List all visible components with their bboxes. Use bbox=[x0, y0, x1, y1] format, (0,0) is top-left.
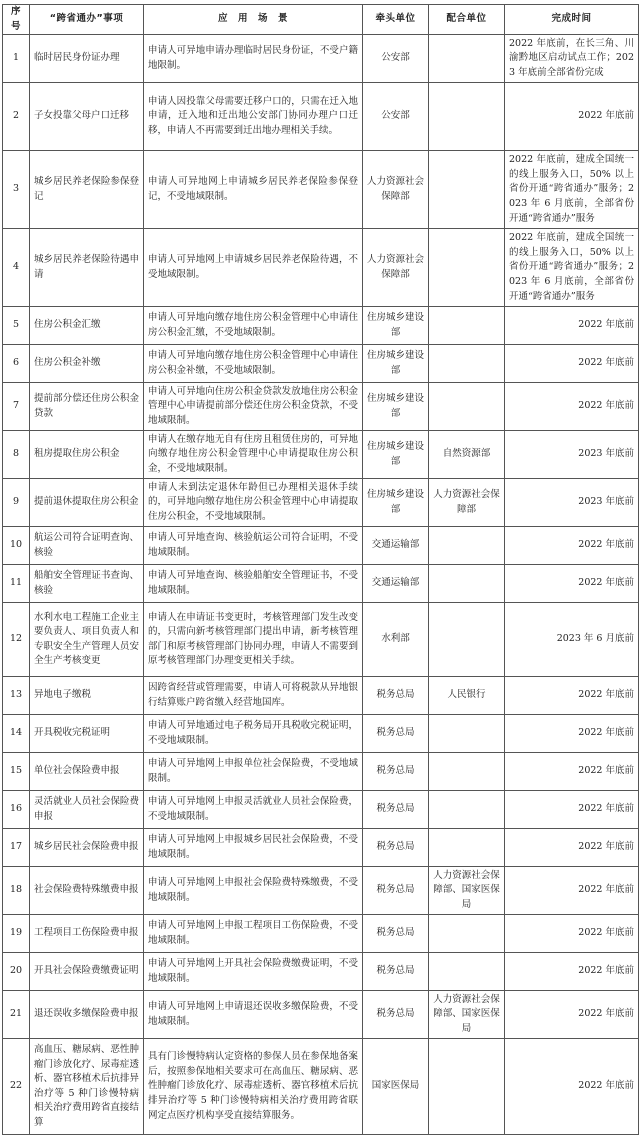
cell-scene: 申请人可异地网上申请城乡居民养老保险参保登记，不受地域限制。 bbox=[144, 151, 363, 229]
header-no: 序号 bbox=[3, 5, 30, 35]
cell-lead-unit: 交通运输部 bbox=[363, 527, 429, 565]
cell-deadline: 2022 年底前 bbox=[505, 1039, 639, 1135]
cell-scene: 申请人可异地网上申报灵活就业人员社会保险费，不受地域限制。 bbox=[144, 791, 363, 829]
table-row bbox=[3, 677, 639, 715]
cell-item: 提前退休提取住房公积金 bbox=[30, 479, 144, 527]
cell-lead-unit: 住房城乡建设部 bbox=[363, 383, 429, 431]
cell-item: 开具社会保险费缴费证明 bbox=[30, 953, 144, 991]
cell-coop-unit bbox=[429, 527, 505, 565]
table-row bbox=[3, 345, 639, 383]
table-body bbox=[3, 35, 639, 1135]
cell-scene: 申请人可异地向缴存地住房公积金管理中心申请住房公积金汇缴，不受地域限制。 bbox=[144, 307, 363, 345]
cell-deadline: 2022 年底前，建成全国统一的线上服务入口，50% 以上省份开通“跨省通办”服务；2023 年 6 月底前，全部省份开通“跨省通办”服务 bbox=[505, 151, 639, 229]
cell-deadline: 2022 年底前 bbox=[505, 915, 639, 953]
cell-item: 住房公积金汇缴 bbox=[30, 307, 144, 345]
table-row bbox=[3, 307, 639, 345]
cell-no: 11 bbox=[3, 565, 30, 603]
cell-scene: 申请人因投靠父母需要迁移户口的，只需在迁入地申请，迁入地和迁出地公安部门协同办理户口迁移，申请人不再需要到迁出地办理相关手续。 bbox=[144, 83, 363, 151]
cell-no: 15 bbox=[3, 753, 30, 791]
cell-no: 16 bbox=[3, 791, 30, 829]
table-row bbox=[3, 83, 639, 151]
cell-no: 9 bbox=[3, 479, 30, 527]
table-row bbox=[3, 953, 639, 991]
table-row bbox=[3, 791, 639, 829]
cell-no: 1 bbox=[3, 35, 30, 83]
cell-deadline: 2023 年 6 月底前 bbox=[505, 603, 639, 677]
cell-item: 单位社会保险费申报 bbox=[30, 753, 144, 791]
cell-lead-unit: 住房城乡建设部 bbox=[363, 345, 429, 383]
cell-lead-unit: 交通运输部 bbox=[363, 565, 429, 603]
cell-coop-unit bbox=[429, 829, 505, 867]
cell-lead-unit: 水利部 bbox=[363, 603, 429, 677]
cell-lead-unit: 税务总局 bbox=[363, 867, 429, 915]
cell-scene: 申请人可异地通过电子税务局开具税收完税证明，不受地域限制。 bbox=[144, 715, 363, 753]
cell-item: 船舶安全管理证书查询、核验 bbox=[30, 565, 144, 603]
cell-item: 航运公司符合证明查询、核验 bbox=[30, 527, 144, 565]
cell-coop-unit: 自然资源部 bbox=[429, 431, 505, 479]
cell-scene: 申请人可异地网上申请退还误收多缴保险费，不受地域限制。 bbox=[144, 991, 363, 1039]
cell-coop-unit bbox=[429, 753, 505, 791]
table-row bbox=[3, 383, 639, 431]
cell-coop-unit bbox=[429, 603, 505, 677]
table-row bbox=[3, 431, 639, 479]
cell-deadline: 2022 年底前，在长三角、川渝黔地区启动试点工作；2023 年底前全部省份完成 bbox=[505, 35, 639, 83]
cell-coop-unit bbox=[429, 229, 505, 307]
cell-deadline: 2022 年底前 bbox=[505, 867, 639, 915]
cell-deadline: 2022 年底前 bbox=[505, 527, 639, 565]
cell-item: 城乡居民养老保险待遇申请 bbox=[30, 229, 144, 307]
cell-deadline: 2022 年底前 bbox=[505, 83, 639, 151]
cell-no: 18 bbox=[3, 867, 30, 915]
table-row bbox=[3, 867, 639, 915]
cell-deadline: 2022 年底前，建成全国统一的线上服务入口，50% 以上省份开通“跨省通办”服务；2023 年 6 月底前，全部省份开通“跨省通办”服务 bbox=[505, 229, 639, 307]
cell-lead-unit: 税务总局 bbox=[363, 829, 429, 867]
cell-no: 14 bbox=[3, 715, 30, 753]
cell-scene: 申请人在申请证书变更时，考核管理部门发生改变的，只需向新考核管理部门提出申请，新考核管理部门和原考核管理部门协同办理，申请人不需要到原考核管理部门办理变更相关手续。 bbox=[144, 603, 363, 677]
cell-coop-unit: 人力资源社会保障部 bbox=[429, 479, 505, 527]
cell-deadline: 2022 年底前 bbox=[505, 345, 639, 383]
table-header bbox=[3, 5, 639, 35]
cell-lead-unit: 税务总局 bbox=[363, 677, 429, 715]
header-item: “跨省通办”事项 bbox=[30, 5, 144, 35]
cell-deadline: 2022 年底前 bbox=[505, 991, 639, 1039]
cell-coop-unit bbox=[429, 953, 505, 991]
table-row bbox=[3, 35, 639, 83]
cell-deadline: 2023 年底前 bbox=[505, 431, 639, 479]
cell-scene: 具有门诊慢特病认定资格的参保人员在参保地备案后，按照参保地相关要求可在高血压、糖尿病、恶性肿瘤门诊放化疗、尿毒症透析、器官移植术后抗排异治疗等 5 种门诊慢特病相关治疗费用跨省联网定点医疗机构享受直接结算服务。 bbox=[144, 1039, 363, 1135]
cell-scene: 申请人可异地网上申报社会保险费特殊缴费，不受地域限制。 bbox=[144, 867, 363, 915]
cell-scene: 申请人可异地网上申报单位社会保险费，不受地域限制。 bbox=[144, 753, 363, 791]
cell-item: 退还误收多缴保险费申报 bbox=[30, 991, 144, 1039]
cell-no: 17 bbox=[3, 829, 30, 867]
cell-lead-unit: 税务总局 bbox=[363, 791, 429, 829]
header-scene: 应 用 场 景 bbox=[144, 5, 363, 35]
table-row bbox=[3, 715, 639, 753]
cell-coop-unit bbox=[429, 345, 505, 383]
cell-scene: 申请人可异地向住房公积金贷款发放地住房公积金管理中心申请提前部分偿还住房公积金贷款，不受地域限制。 bbox=[144, 383, 363, 431]
cell-scene: 申请人可异地网上开具社会保险费缴费证明，不受地域限制。 bbox=[144, 953, 363, 991]
cell-item: 住房公积金补缴 bbox=[30, 345, 144, 383]
cell-lead-unit: 税务总局 bbox=[363, 953, 429, 991]
cell-lead-unit: 人力资源社会保障部 bbox=[363, 229, 429, 307]
cell-lead-unit: 公安部 bbox=[363, 83, 429, 151]
cell-item: 提前部分偿还住房公积金贷款 bbox=[30, 383, 144, 431]
cell-item: 高血压、糖尿病、恶性肿瘤门诊放化疗、尿毒症透析、器官移植术后抗排异治疗等 5 种门诊慢特病相关治疗费用跨省直接结算 bbox=[30, 1039, 144, 1135]
cell-item: 开具税收完税证明 bbox=[30, 715, 144, 753]
cell-no: 20 bbox=[3, 953, 30, 991]
cell-scene: 申请人可异地网上申报城乡居民社会保险费，不受地域限制。 bbox=[144, 829, 363, 867]
cell-deadline: 2023 年底前 bbox=[505, 479, 639, 527]
table-row bbox=[3, 565, 639, 603]
cell-no: 10 bbox=[3, 527, 30, 565]
cell-item: 灵活就业人员社会保险费申报 bbox=[30, 791, 144, 829]
cell-coop-unit bbox=[429, 83, 505, 151]
cell-deadline: 2022 年底前 bbox=[505, 677, 639, 715]
cell-no: 13 bbox=[3, 677, 30, 715]
policy-table bbox=[2, 4, 639, 1135]
cell-coop-unit bbox=[429, 715, 505, 753]
cell-deadline: 2022 年底前 bbox=[505, 565, 639, 603]
cell-coop-unit bbox=[429, 915, 505, 953]
cell-lead-unit: 国家医保局 bbox=[363, 1039, 429, 1135]
cell-scene: 申请人可异地申请办理临时居民身份证，不受户籍地限制。 bbox=[144, 35, 363, 83]
cell-scene: 申请人可异地网上申请城乡居民养老保险待遇，不受地域限制。 bbox=[144, 229, 363, 307]
cell-no: 21 bbox=[3, 991, 30, 1039]
cell-lead-unit: 住房城乡建设部 bbox=[363, 479, 429, 527]
cell-scene: 申请人可异地查询、核验航运公司符合证明，不受地域限制。 bbox=[144, 527, 363, 565]
table-row bbox=[3, 991, 639, 1039]
table-row bbox=[3, 151, 639, 229]
cell-no: 22 bbox=[3, 1039, 30, 1135]
cell-coop-unit: 人民银行 bbox=[429, 677, 505, 715]
header-time: 完成时间 bbox=[505, 5, 639, 35]
table-row bbox=[3, 603, 639, 677]
table-row bbox=[3, 479, 639, 527]
cell-lead-unit: 人力资源社会保障部 bbox=[363, 151, 429, 229]
cell-deadline: 2022 年底前 bbox=[505, 953, 639, 991]
cell-deadline: 2022 年底前 bbox=[505, 307, 639, 345]
cell-lead-unit: 公安部 bbox=[363, 35, 429, 83]
cell-item: 水利水电工程施工企业主要负责人、项目负责人和专职安全生产管理人员安全生产考核变更 bbox=[30, 603, 144, 677]
cell-no: 12 bbox=[3, 603, 30, 677]
cell-deadline: 2022 年底前 bbox=[505, 753, 639, 791]
cell-item: 异地电子缴税 bbox=[30, 677, 144, 715]
cell-no: 19 bbox=[3, 915, 30, 953]
table-row bbox=[3, 753, 639, 791]
cell-scene: 申请人未到法定退休年龄但已办理相关退休手续的，可异地向缴存地住房公积金管理中心申请提取住房公积金，不受地域限制。 bbox=[144, 479, 363, 527]
cell-scene: 申请人可异地查询、核验船舶安全管理证书，不受地域限制。 bbox=[144, 565, 363, 603]
cell-coop-unit bbox=[429, 565, 505, 603]
cell-item: 城乡居民养老保险参保登记 bbox=[30, 151, 144, 229]
cell-item: 社会保险费特殊缴费申报 bbox=[30, 867, 144, 915]
cell-coop-unit bbox=[429, 1039, 505, 1135]
cell-coop-unit bbox=[429, 383, 505, 431]
table-row bbox=[3, 829, 639, 867]
table-row bbox=[3, 527, 639, 565]
cell-item: 临时居民身份证办理 bbox=[30, 35, 144, 83]
cell-lead-unit: 税务总局 bbox=[363, 991, 429, 1039]
table-row bbox=[3, 1039, 639, 1135]
cell-item: 子女投靠父母户口迁移 bbox=[30, 83, 144, 151]
cell-item: 工程项目工伤保险费申报 bbox=[30, 915, 144, 953]
cell-lead-unit: 住房城乡建设部 bbox=[363, 431, 429, 479]
cell-item: 城乡居民社会保险费申报 bbox=[30, 829, 144, 867]
cell-deadline: 2022 年底前 bbox=[505, 829, 639, 867]
cell-scene: 申请人可异地网上申报工程项目工伤保险费，不受地域限制。 bbox=[144, 915, 363, 953]
cell-deadline: 2022 年底前 bbox=[505, 791, 639, 829]
table-row bbox=[3, 229, 639, 307]
cell-scene: 申请人可异地向缴存地住房公积金管理中心申请住房公积金补缴，不受地域限制。 bbox=[144, 345, 363, 383]
cell-deadline: 2022 年底前 bbox=[505, 715, 639, 753]
cell-coop-unit bbox=[429, 307, 505, 345]
header-lead: 牵头单位 bbox=[363, 5, 429, 35]
cell-scene: 申请人在缴存地无自有住房且租赁住房的，可异地向缴存地住房公积金管理中心申请提取住房公积金，不受地域限制。 bbox=[144, 431, 363, 479]
cell-no: 5 bbox=[3, 307, 30, 345]
cell-coop-unit bbox=[429, 791, 505, 829]
cell-lead-unit: 住房城乡建设部 bbox=[363, 307, 429, 345]
cell-lead-unit: 税务总局 bbox=[363, 715, 429, 753]
header-coop: 配合单位 bbox=[429, 5, 505, 35]
cell-lead-unit: 税务总局 bbox=[363, 915, 429, 953]
cell-lead-unit: 税务总局 bbox=[363, 753, 429, 791]
cell-coop-unit bbox=[429, 151, 505, 229]
cell-no: 3 bbox=[3, 151, 30, 229]
cell-no: 7 bbox=[3, 383, 30, 431]
cell-no: 6 bbox=[3, 345, 30, 383]
cell-item: 租房提取住房公积金 bbox=[30, 431, 144, 479]
cell-no: 4 bbox=[3, 229, 30, 307]
cell-coop-unit bbox=[429, 35, 505, 83]
cell-coop-unit: 人力资源社会保障部、国家医保局 bbox=[429, 867, 505, 915]
cell-coop-unit: 人力资源社会保障部、国家医保局 bbox=[429, 991, 505, 1039]
table-row bbox=[3, 915, 639, 953]
cell-scene: 因跨省经营或管理需要，申请人可将税款从异地银行结算账户跨省缴入经营地国库。 bbox=[144, 677, 363, 715]
cell-deadline: 2022 年底前 bbox=[505, 383, 639, 431]
cell-no: 2 bbox=[3, 83, 30, 151]
cell-no: 8 bbox=[3, 431, 30, 479]
